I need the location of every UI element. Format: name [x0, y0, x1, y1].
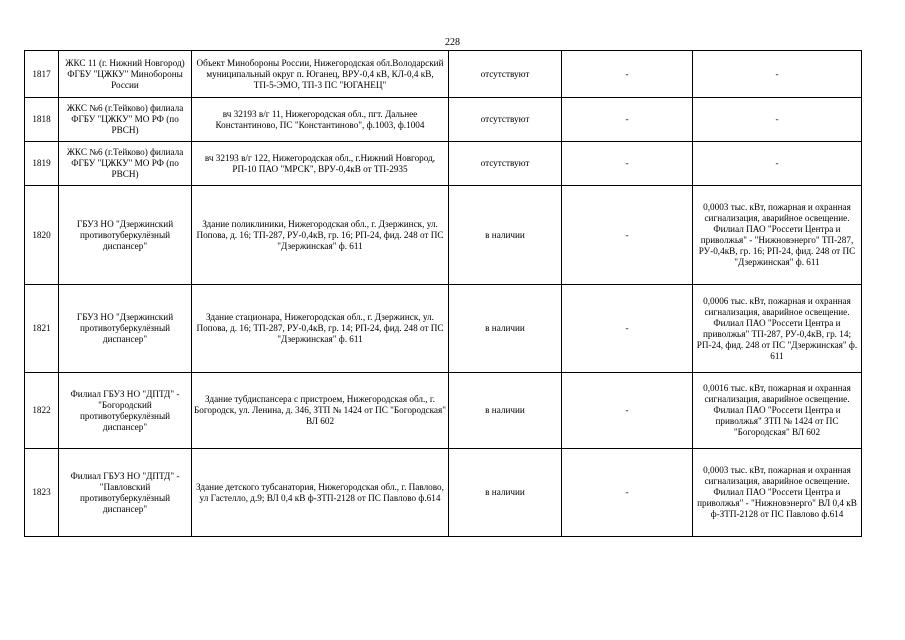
availability-status-cell: в наличии [449, 449, 562, 537]
dash-cell: - [562, 186, 693, 285]
object-address-cell: Здание стационара, Нижегородская обл., г. Дзержинск, ул. Попова, д. 16; ТП-287, РУ-0,4кВ, гр. 14; РП-24, фид. 248 от ПС "Дзержинская" ф. 611 [192, 285, 449, 373]
objects-table [24, 50, 862, 537]
dash-cell: - [562, 449, 693, 537]
object-address-cell: Здание детского тубсанатория, Нижегородская обл., г. Павлово, ул Гастелло, д.9; ВЛ 0,4 кВ ф-ЗТП-2128 от ПС Павлово ф.614 [192, 449, 449, 537]
table-row [25, 51, 862, 98]
availability-status-cell: отсутствуют [449, 98, 562, 142]
power-supply-info-cell: - [693, 51, 862, 98]
object-address-cell: вч 32193 в/г 11, Нижегородская обл., пгт. Дальнее Константиново, ПС "Константиново", ф.1003, ф.1004 [192, 98, 449, 142]
row-number-cell: 1818 [25, 98, 59, 142]
organization-cell: ЖКС 11 (г. Нижний Новгород) ФГБУ "ЦЖКУ" Минобороны России [59, 51, 192, 98]
table-row [25, 285, 862, 373]
table-row [25, 449, 862, 537]
availability-status-cell: в наличии [449, 373, 562, 449]
power-supply-info-cell: 0,0003 тыс. кВт, пожарная и охранная сигнализация, аварийное освещение. Филиал ПАО "Россети Центра и приволжья" - "Нижновэнерго" ТП-287, РУ-0,4кВ, гр. 16; РП-24, фид. 248 от ПС "Дзержинская" ф. 611 [693, 186, 862, 285]
power-supply-info-cell: - [693, 98, 862, 142]
table-row [25, 98, 862, 142]
row-number-cell: 1819 [25, 142, 59, 186]
organization-cell: ЖКС №6 (г.Тейково) филиала ФГБУ "ЦЖКУ" МО РФ (по РВСН) [59, 142, 192, 186]
dash-cell: - [562, 98, 693, 142]
organization-cell: Филиал ГБУЗ НО "ДПТД" - "Богородский противотуберкулёзный диспансер" [59, 373, 192, 449]
power-supply-info-cell: 0,0003 тыс. кВт, пожарная и охранная сигнализация, аварийное освещение. Филиал ПАО "Россети Центра и приволжья" - "Нижновэнерго" ВЛ 0,4 кВ ф-ЗТП-2128 от ПС Павлово ф.614 [693, 449, 862, 537]
row-number-cell: 1820 [25, 186, 59, 285]
row-number-cell: 1821 [25, 285, 59, 373]
power-supply-info-cell: 0,0016 тыс. кВт, пожарная и охранная сигнализация, аварийное освещение. Филиал ПАО "Россети Центра и приволжья" ЗТП № 1424 от ПС "Богородская" ВЛ 602 [693, 373, 862, 449]
power-supply-info-cell: - [693, 142, 862, 186]
page-number: 228 [445, 37, 460, 48]
organization-cell: ГБУЗ НО "Дзержинский противотуберкулёзный диспансер" [59, 285, 192, 373]
object-address-cell: Здание поликлиники, Нижегородская обл., г. Дзержинск, ул. Попова, д. 16; ТП-287, РУ-0,4кВ, гр. 16; РП-24, фид. 248 от ПС "Дзержинская" ф. 611 [192, 186, 449, 285]
power-supply-info-cell: 0,0006 тыс. кВт, пожарная и охранная сигнализация, аварийное освещение. Филиал ПАО "Россети Центра и приволжья" ТП-287, РУ-0,4кВ, гр. 14; РП-24, фид. 248 от ПС "Дзержинская" ф. 611 [693, 285, 862, 373]
organization-cell: ЖКС №6 (г.Тейково) филиала ФГБУ "ЦЖКУ" МО РФ (по РВСН) [59, 98, 192, 142]
table-row [25, 373, 862, 449]
table-row [25, 186, 862, 285]
table-row [25, 142, 862, 186]
row-number-cell: 1823 [25, 449, 59, 537]
object-address-cell: Объект Минобороны России, Нижегородская обл.Володарский муниципальный округ п. Юганец, ВРУ-0,4 кВ, КЛ-0,4 кВ, ТП-5-ЭМО, ТП-3 ПС "ЮГАНЕЦ" [192, 51, 449, 98]
dash-cell: - [562, 373, 693, 449]
availability-status-cell: отсутствуют [449, 51, 562, 98]
object-address-cell: вч 32193 в/г 122, Нижегородская обл., г.Нижний Новгород, РП-10 ПАО "МРСК", ВРУ-0,4кВ от ТП-2935 [192, 142, 449, 186]
dash-cell: - [562, 51, 693, 98]
dash-cell: - [562, 285, 693, 373]
availability-status-cell: отсутствуют [449, 142, 562, 186]
dash-cell: - [562, 142, 693, 186]
object-address-cell: Здание тубдиспансера с пристроем, Нижегородская обл., г. Богородск, ул. Ленина, д. 346, ЗТП № 1424 от ПС "Богородская" ВЛ 602 [192, 373, 449, 449]
organization-cell: ГБУЗ НО "Дзержинский противотуберкулёзный диспансер" [59, 186, 192, 285]
availability-status-cell: в наличии [449, 186, 562, 285]
row-number-cell: 1822 [25, 373, 59, 449]
row-number-cell: 1817 [25, 51, 59, 98]
organization-cell: Филиал ГБУЗ НО "ДПТД" - "Павловский противотуберкулёзный диспансер" [59, 449, 192, 537]
availability-status-cell: в наличии [449, 285, 562, 373]
